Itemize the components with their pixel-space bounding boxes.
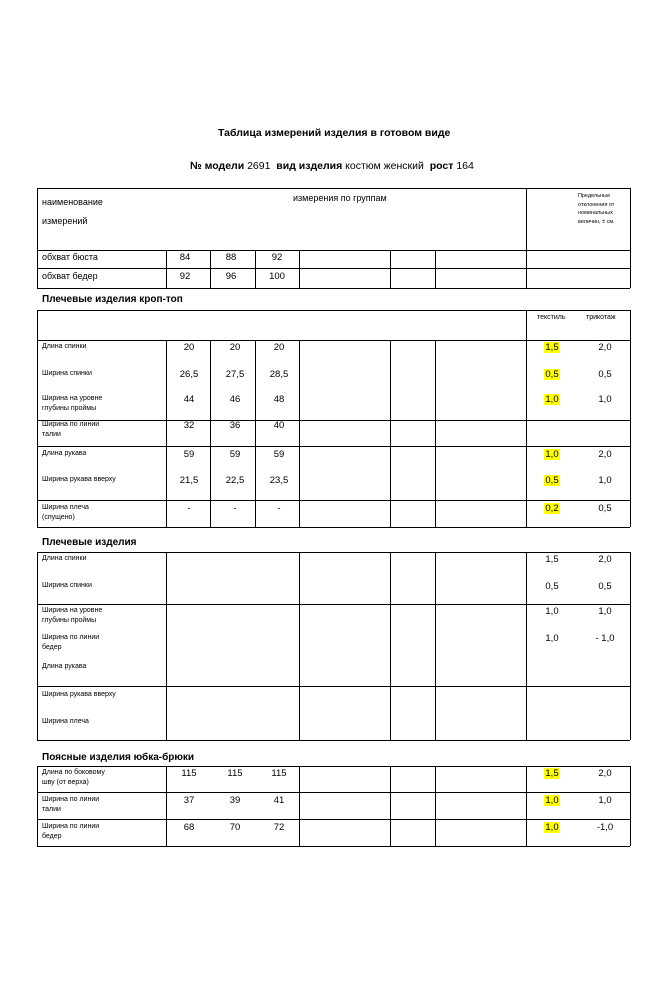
knit-tolerance: 2,0	[598, 342, 612, 353]
row-label	[42, 633, 99, 653]
table-rule	[390, 250, 391, 288]
table-rule	[37, 846, 630, 847]
table-rule	[37, 500, 630, 501]
table-rule	[37, 527, 630, 528]
size-value: 115	[181, 768, 197, 779]
textile-tolerance	[532, 449, 572, 460]
textile-tolerance	[532, 554, 572, 565]
height-label: рост	[429, 160, 454, 172]
table-rule	[435, 250, 436, 288]
table-rule	[299, 340, 300, 527]
table-rule	[37, 268, 630, 269]
row-label-line: Длина рукава	[42, 450, 87, 457]
col-textile: текстиль	[537, 314, 566, 321]
textile-tolerance	[532, 581, 572, 592]
table-rule	[255, 340, 256, 527]
table-rule	[299, 766, 300, 846]
row-label	[42, 449, 86, 459]
table-rule	[630, 310, 631, 527]
table-rule	[37, 604, 630, 605]
size-value: 41	[273, 795, 285, 806]
table-rule	[37, 288, 630, 289]
row-label-line: Ширина рукава вверху	[42, 476, 116, 483]
table-rule	[37, 552, 630, 553]
size-value: 20	[229, 342, 241, 353]
table-rule	[37, 310, 38, 527]
row-label-line: Длина спинки	[42, 555, 87, 562]
knit-tolerance: 1,0	[598, 475, 612, 486]
header-name-col: наименование измерений	[42, 197, 103, 226]
size-value: 59	[273, 449, 285, 460]
textile-tolerance	[532, 475, 572, 486]
base-row-value: 100	[269, 271, 285, 282]
table-rule	[37, 188, 38, 288]
textile-tolerance-value: 1,5	[545, 768, 559, 779]
table-rule	[37, 310, 630, 311]
textile-tolerance-value: 1,5	[545, 342, 559, 353]
size-value: 28,5	[269, 369, 289, 380]
knit-tolerance: 2,0	[598, 449, 612, 460]
table-rule	[630, 188, 631, 288]
knit-tolerance: 1,0	[598, 795, 612, 806]
row-label	[42, 606, 102, 626]
row-label-line: бедер	[42, 644, 62, 651]
textile-tolerance	[532, 394, 572, 405]
row-label	[42, 662, 86, 672]
base-row-value: 84	[179, 252, 191, 263]
table-rule	[526, 552, 527, 740]
row-label	[42, 822, 99, 842]
base-row-value: 88	[225, 252, 237, 263]
row-label	[42, 394, 102, 414]
textile-tolerance-value: 1,0	[545, 606, 559, 617]
table-rule	[526, 188, 527, 250]
textile-tolerance-value: 0,5	[545, 581, 559, 592]
knit-tolerance: - 1,0	[595, 633, 615, 644]
table-rule	[435, 766, 436, 846]
table-rule	[526, 310, 527, 527]
row-label	[42, 768, 105, 788]
knit-tolerance: 0,5	[598, 581, 612, 592]
row-label-line: глубины проймы	[42, 617, 97, 624]
textile-tolerance	[532, 795, 572, 806]
kind-value: костюм женский	[345, 160, 424, 172]
textile-tolerance	[532, 503, 572, 514]
row-label-line: (спущено)	[42, 514, 75, 521]
table-rule	[210, 340, 211, 527]
row-label-line: Ширина по линии	[42, 823, 100, 830]
table-rule	[166, 340, 167, 527]
table-rule	[630, 766, 631, 846]
base-row-label: обхват бюста	[42, 252, 98, 262]
table-rule	[166, 766, 167, 846]
row-label-line: Ширина на уровне	[42, 607, 103, 614]
size-value: 44	[183, 394, 195, 405]
table-rule	[37, 420, 630, 421]
size-value: 48	[273, 394, 285, 405]
base-row-value: 92	[179, 271, 191, 282]
page-title: Таблица измерений изделия в готовом виде	[218, 127, 451, 139]
size-value: -	[187, 503, 191, 514]
textile-tolerance-value: 1,0	[545, 795, 559, 806]
model-label: № модели	[190, 160, 245, 172]
size-value: -	[233, 503, 237, 514]
size-value: 115	[227, 768, 243, 779]
knit-tolerance: 2,0	[598, 554, 612, 565]
row-label-line: талии	[42, 806, 61, 813]
model-value: 2691	[247, 160, 271, 172]
row-label-line: бедер	[42, 833, 62, 840]
textile-tolerance	[532, 633, 572, 644]
table-rule	[37, 686, 630, 687]
row-label-line: Ширина по линии	[42, 796, 100, 803]
row-label	[42, 503, 89, 523]
size-value: 68	[183, 822, 195, 833]
row-label-line: Ширина по линии	[42, 421, 100, 428]
textile-tolerance-value: 0,5	[545, 475, 559, 486]
size-value: 23,5	[269, 475, 289, 486]
textile-tolerance-value: 1,5	[545, 554, 559, 565]
row-label-line: Ширина спинки	[42, 370, 92, 377]
row-label-line: глубины проймы	[42, 405, 97, 412]
table-rule	[37, 250, 630, 251]
textile-tolerance-value: 0,5	[545, 369, 559, 380]
row-label-line: шву (от верха)	[42, 779, 89, 786]
row-label	[42, 717, 89, 727]
section-title: Плечевые изделия крoп-топ	[42, 294, 183, 305]
knit-tolerance: -1,0	[596, 822, 614, 833]
base-row-value: 96	[225, 271, 237, 282]
knit-tolerance: 1,0	[598, 606, 612, 617]
table-rule	[37, 766, 630, 767]
textile-tolerance	[532, 369, 572, 380]
size-value: 115	[271, 768, 287, 779]
size-value: 32	[183, 420, 195, 431]
textile-tolerance	[532, 822, 572, 833]
knit-tolerance: 0,5	[598, 369, 612, 380]
row-label-line: Длина по боковому	[42, 769, 105, 776]
size-value: 20	[183, 342, 195, 353]
size-value: 36	[229, 420, 241, 431]
base-row-value: 92	[271, 252, 283, 263]
knit-tolerance: 2,0	[598, 768, 612, 779]
size-value: 26,5	[179, 369, 199, 380]
table-rule	[630, 552, 631, 740]
size-value: 39	[229, 795, 241, 806]
size-value: 22,5	[225, 475, 245, 486]
row-label-line: Длина рукава	[42, 663, 87, 670]
row-label	[42, 475, 116, 485]
row-label-line: Ширина по линии	[42, 634, 100, 641]
textile-tolerance-value: 0,2	[545, 503, 559, 514]
textile-tolerance-value: 1,0	[545, 394, 559, 405]
row-label	[42, 690, 116, 700]
textile-tolerance-value: 1,0	[545, 449, 559, 460]
size-value: 21,5	[179, 475, 199, 486]
knit-tolerance: 0,5	[598, 503, 612, 514]
kind-label: вид изделия	[276, 160, 343, 172]
section-title: Плечевые изделия	[42, 537, 137, 548]
size-value: 70	[229, 822, 241, 833]
col-knit: трикотаж	[586, 314, 616, 321]
row-label-line: Ширина спинки	[42, 582, 92, 589]
table-rule	[37, 792, 630, 793]
table-rule	[435, 340, 436, 527]
section-title: Поясные изделия юбка-брюки	[42, 752, 195, 763]
table-rule	[37, 446, 630, 447]
row-label-line: Длина спинки	[42, 343, 87, 350]
size-value: 40	[273, 420, 285, 431]
table-rule	[37, 552, 38, 740]
row-label	[42, 795, 99, 815]
row-label-line: талии	[42, 431, 61, 438]
table-rule	[37, 740, 630, 741]
size-value: 59	[183, 449, 195, 460]
size-value: 72	[273, 822, 285, 833]
table-rule	[390, 766, 391, 846]
table-rule	[390, 552, 391, 740]
textile-tolerance	[532, 342, 572, 353]
table-rule	[255, 250, 256, 288]
height-value: 164	[456, 160, 474, 172]
row-label-line: Ширина плеча	[42, 504, 89, 511]
base-row-label: обхват бедер	[42, 271, 98, 281]
row-label-line: Ширина на уровне	[42, 395, 103, 402]
table-rule	[210, 250, 211, 288]
size-value: 37	[183, 795, 195, 806]
table-rule	[37, 819, 630, 820]
model-line	[190, 160, 474, 172]
table-rule	[390, 340, 391, 527]
size-value: 20	[273, 342, 285, 353]
table-rule	[526, 766, 527, 846]
table-rule	[526, 250, 527, 288]
header-groups-col: измерения по группам	[293, 193, 387, 203]
textile-tolerance-value: 1,0	[545, 822, 559, 833]
row-label	[42, 342, 86, 352]
size-value: 27,5	[225, 369, 245, 380]
table-rule	[37, 766, 38, 846]
size-value: 59	[229, 449, 241, 460]
row-label-line: Ширина плеча	[42, 718, 89, 725]
table-rule	[166, 250, 167, 288]
textile-tolerance	[532, 606, 572, 617]
size-value: -	[277, 503, 281, 514]
row-label	[42, 581, 92, 591]
row-label	[42, 554, 86, 564]
table-rule	[299, 552, 300, 740]
row-label	[42, 420, 99, 440]
size-value: 46	[229, 394, 241, 405]
row-label-line: Ширина рукава вверху	[42, 691, 116, 698]
table-rule	[166, 552, 167, 740]
table-rule	[37, 340, 630, 341]
knit-tolerance: 1,0	[598, 394, 612, 405]
header-tolerance-col: Предельные отклонения от номинальных величин, ± см.	[578, 193, 615, 225]
row-label	[42, 369, 92, 379]
textile-tolerance	[532, 768, 572, 779]
textile-tolerance-value: 1,0	[545, 633, 559, 644]
table-rule	[435, 552, 436, 740]
table-rule	[299, 250, 300, 288]
table-rule	[37, 188, 630, 189]
